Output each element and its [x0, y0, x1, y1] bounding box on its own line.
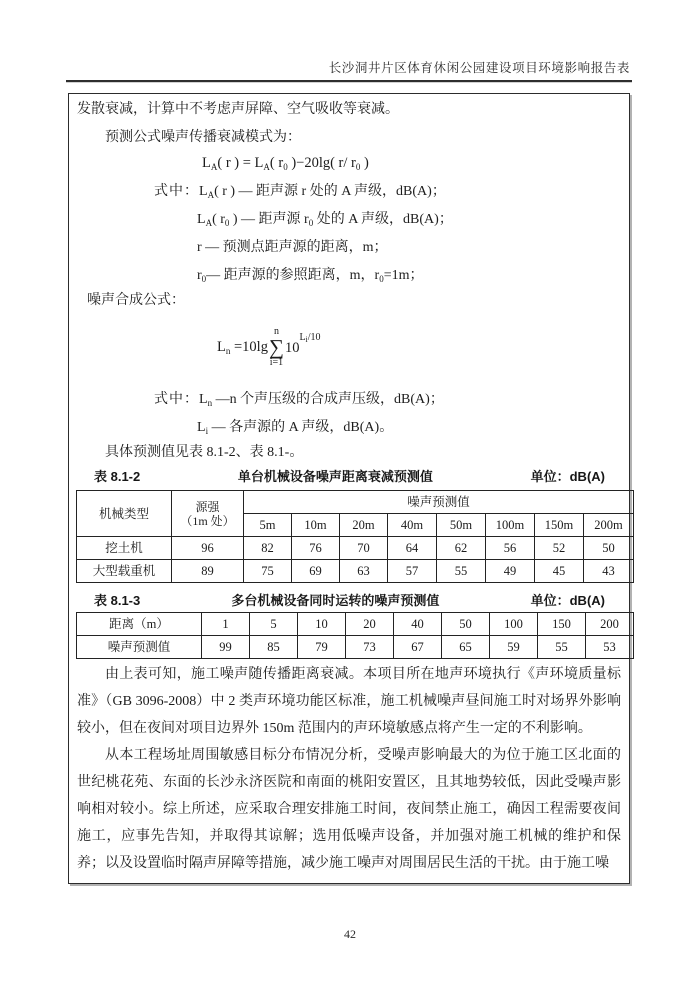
machine-name-cell: 大型载重机: [77, 560, 172, 583]
value-cell: 75: [244, 560, 292, 583]
table-row: [77, 636, 634, 659]
header-text: （1m 处）: [180, 513, 235, 528]
body-text-line: 预测公式噪声传播衰减模式为：: [105, 130, 301, 145]
definition-text: 处的 A 声级，dB(A)；: [313, 212, 453, 227]
header-cell-machine-type: 机械类型: [77, 491, 172, 537]
formula-subscript: 0: [283, 162, 288, 172]
value-cell: 76: [292, 537, 340, 560]
table-title: 多台机械设备同时运转的噪声预测值: [231, 592, 440, 608]
table-caption-8-1-3: [77, 590, 621, 608]
formula-subscript: i: [205, 426, 209, 436]
value-cell: 70: [340, 537, 388, 560]
value-cell: 200: [586, 613, 634, 636]
value-cell: 62: [437, 537, 486, 560]
value-cell: 59: [490, 636, 538, 659]
page-header-title: 长沙洞井片区体育休闲公园建设项目环境影响报告表: [328, 61, 630, 75]
definition-line: [77, 266, 621, 286]
table-row: [77, 537, 634, 560]
value-cell: 45: [535, 560, 584, 583]
value-cell: 49: [486, 560, 535, 583]
formula-segment: L: [299, 331, 306, 343]
value-cell: 73: [346, 636, 394, 659]
body-text-line: 发散衰减，计算中不考虑声屏障、空气吸收等衰减。: [77, 102, 399, 117]
header-cell-noise-prediction-group: 噪声预测值: [244, 491, 634, 514]
where-label: 式中：: [154, 392, 199, 407]
value-cell: 43: [584, 560, 634, 583]
distance-header-cell: 40m: [388, 514, 437, 537]
distance-header-cell: 5m: [244, 514, 292, 537]
value-cell: 150: [538, 613, 586, 636]
formula-subscript: A: [207, 190, 215, 200]
distance-header-cell: 100m: [486, 514, 535, 537]
table-row: [77, 560, 634, 583]
formula-segment: ( r ) = L: [217, 155, 264, 171]
where-label: 式中：: [154, 184, 199, 199]
definition-text: ( r ) — 距声源 r 处的 A 声级，dB(A)；: [214, 184, 446, 199]
definition-text: =1m；: [383, 268, 424, 283]
table-title: 单台机械设备噪声距离衰减预测值: [237, 468, 433, 484]
value-cell: 65: [442, 636, 490, 659]
page-number: 42: [344, 927, 356, 941]
definition-text: — 距声源的参照距离，m，r: [206, 268, 380, 283]
value-cell: 20: [346, 613, 394, 636]
definition-line: [77, 182, 621, 202]
formula-segment: ( r: [269, 155, 284, 171]
source-value-cell: 89: [172, 560, 244, 583]
distance-header-cell: 50m: [437, 514, 486, 537]
formula-segment: /10: [307, 331, 321, 343]
formula-segment: =10lg: [230, 338, 268, 355]
value-cell: 10: [298, 613, 346, 636]
table-caption-8-1-2: [77, 466, 621, 484]
formula-subscript: 0: [224, 218, 230, 228]
definition-text: ) — 距声源 r: [229, 212, 309, 227]
row-label-cell: 噪声预测值: [77, 636, 202, 659]
value-cell: 79: [298, 636, 346, 659]
table-unit: 单位：dB(A): [530, 592, 605, 608]
definition-text: — 各声源的 A 声级，dB(A)。: [208, 420, 394, 435]
definition-text: r — 预测点距声源的距离，m；: [197, 240, 388, 255]
value-cell: 53: [586, 636, 634, 659]
distance-header-cell: 200m: [584, 514, 634, 537]
formula-segment: )−20lg( r/ r: [287, 155, 356, 171]
formula-segment: [284, 331, 321, 357]
value-cell: 69: [292, 560, 340, 583]
table-number: 表 8.1-3: [94, 592, 141, 608]
body-paragraph: 由上表可知，施工噪声随传播距离衰减。本项目所在地声环境执行《声环境质量标准》（GB 3096-2008）中 2 类声环境功能区标准，施工机械噪声昼间施工时对场界外影响较小，但在夜间对项目边界外 150m 范围内的声环境敏感点将产生一定的不利影响。: [77, 667, 621, 736]
distance-header-cell: 20m: [340, 514, 388, 537]
machine-name-cell: 挖土机: [77, 537, 172, 560]
formula-segment: L: [197, 420, 206, 435]
header-rule: [66, 80, 632, 82]
formula-segment: [217, 339, 268, 356]
formula-attenuation: [202, 153, 621, 173]
value-cell: 55: [538, 636, 586, 659]
formula-segment: L: [199, 184, 208, 199]
value-cell: 85: [250, 636, 298, 659]
formula-segment: L: [217, 338, 226, 355]
summation-symbol: [269, 326, 284, 368]
table-unit: 单位：dB(A): [530, 468, 605, 484]
table-8-1-3: [76, 612, 634, 659]
value-cell: 52: [535, 537, 584, 560]
formula-segment: L: [202, 155, 211, 171]
table-8-1-2: [76, 490, 634, 583]
formula-superscript: [299, 332, 320, 343]
table-header-row: [77, 491, 634, 514]
formula-subscript: 0: [355, 162, 361, 172]
value-cell: 82: [244, 537, 292, 560]
body-paragraph: 从本工程场址周围敏感目标分布情况分析，受噪声影响最大的为位于施工区北面的世纪桃花苑、东面的长沙永济医院和南面的桃阳安置区，且其地势较低，因此受噪声影响相对较小。综上所述，应采取合理安排施工时间，夜间禁止施工，确因工程需要夜间施工，应事先告知，并取得其谅解；选用低噪声设备，并加强对施工机械的维护和保养；以及设置临时隔声屏障等措施，减少施工噪声对周围居民生活的干扰。由于施工噪: [77, 748, 621, 871]
value-cell: 55: [437, 560, 486, 583]
summation-lower-limit: i=1: [269, 357, 284, 368]
formula-segment: L: [199, 392, 208, 407]
formula-subscript: A: [205, 218, 213, 228]
source-value-cell: 96: [172, 537, 244, 560]
header-text: 源强: [195, 499, 220, 514]
formula-subscript: n: [207, 398, 213, 408]
value-cell: 57: [388, 560, 437, 583]
value-cell: 99: [202, 636, 250, 659]
formula-subscript: 0: [201, 274, 207, 284]
distance-header-cell: 150m: [535, 514, 584, 537]
summation-upper-limit: n: [273, 326, 279, 337]
formula-subscript: i: [305, 334, 308, 344]
definition-line: [77, 390, 621, 410]
definition-line: [77, 238, 621, 258]
value-cell: 56: [486, 537, 535, 560]
formula-noise-synthesis: [217, 317, 621, 377]
sigma-glyph: ∑: [268, 335, 284, 359]
formula-segment: r: [197, 268, 202, 283]
value-cell: 1: [202, 613, 250, 636]
value-cell: 63: [340, 560, 388, 583]
value-cell: 64: [388, 537, 437, 560]
table-row: [77, 613, 634, 636]
value-cell: 67: [394, 636, 442, 659]
table-number: 表 8.1-2: [94, 468, 141, 484]
value-cell: 40: [394, 613, 442, 636]
formula-subscript: n: [225, 345, 231, 356]
value-cell: 5: [250, 613, 298, 636]
formula-segment: ( r: [212, 212, 225, 227]
formula-subscript: A: [263, 162, 270, 172]
formula-segment: ): [360, 155, 369, 171]
value-cell: 50: [442, 613, 490, 636]
formula-subscript: 0: [379, 274, 384, 284]
formula-subscript: 0: [308, 218, 314, 228]
definition-line: [77, 418, 621, 438]
value-cell: 100: [490, 613, 538, 636]
body-text-line: 噪声合成公式：: [87, 293, 185, 308]
value-cell: 50: [584, 537, 634, 560]
formula-segment: L: [197, 212, 206, 227]
distance-header-cell: 10m: [292, 514, 340, 537]
formula-segment: 10: [284, 339, 300, 356]
header-cell-source-strength: [172, 491, 244, 537]
definition-line: [77, 210, 621, 230]
row-label-cell: 距离（m）: [77, 613, 202, 636]
definition-text: —n 个声压级的合成声压级，dB(A)；: [212, 392, 444, 407]
formula-subscript: A: [210, 162, 218, 172]
body-text-line: 具体预测值见表 8.1-2、表 8.1-。: [105, 445, 304, 460]
content-box: [68, 93, 630, 884]
